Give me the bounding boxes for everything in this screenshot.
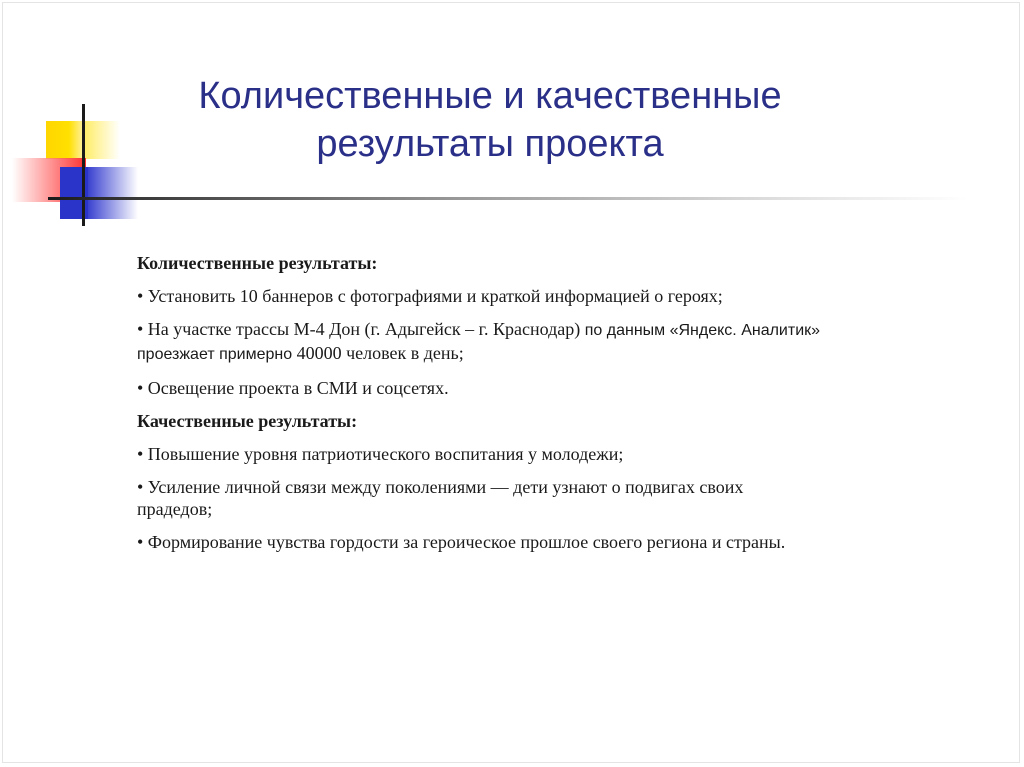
quantitative-item-1: • Установить 10 баннеров с фотографиями и краткой информацией о героях; xyxy=(137,286,723,306)
blue-gradient xyxy=(88,167,138,219)
vertical-rule xyxy=(82,104,85,226)
qualitative-item-3: • Формирование чувства гордости за героическое прошлое своего региона и страны. xyxy=(137,532,786,552)
quantitative-item-2 xyxy=(137,318,967,366)
yellow-gradient xyxy=(84,121,120,159)
quantitative-item-2-part-3: по данным «Яндекс. Аналитик» xyxy=(584,322,821,339)
quantitative-item-2-part-5: 40000 человек в день; xyxy=(296,343,464,363)
qualitative-item-1: • Повышение уровня патриотического воспитания у молодежи; xyxy=(137,444,624,464)
title-line-1: Количественные и качественные xyxy=(198,75,782,117)
quantitative-heading: Количественные результаты: xyxy=(137,253,378,273)
qualitative-heading: Качественные результаты: xyxy=(137,411,358,431)
slide-content xyxy=(137,252,967,564)
horizontal-rule xyxy=(48,197,968,200)
yellow-square xyxy=(46,121,84,159)
quantitative-item-2-part-1: • На участке трассы xyxy=(137,319,290,339)
title-line-2: результаты проекта xyxy=(316,123,664,165)
quantitative-item-3: • Освещение проекта в СМИ и соцсетях. xyxy=(137,378,449,398)
quantitative-item-2-part-2: М-4 Дон (г. Адыгейск – г. Краснодар) xyxy=(293,319,581,339)
qualitative-item-2-line-1: • Усиление личной связи между поколениями — дети узнают о подвигах своих xyxy=(137,477,744,497)
quantitative-item-2-part-4: проезжает примерно xyxy=(137,346,293,363)
qualitative-item-2 xyxy=(137,476,967,520)
qualitative-item-2-line-2: прадедов; xyxy=(137,499,213,519)
page-title xyxy=(160,72,820,168)
